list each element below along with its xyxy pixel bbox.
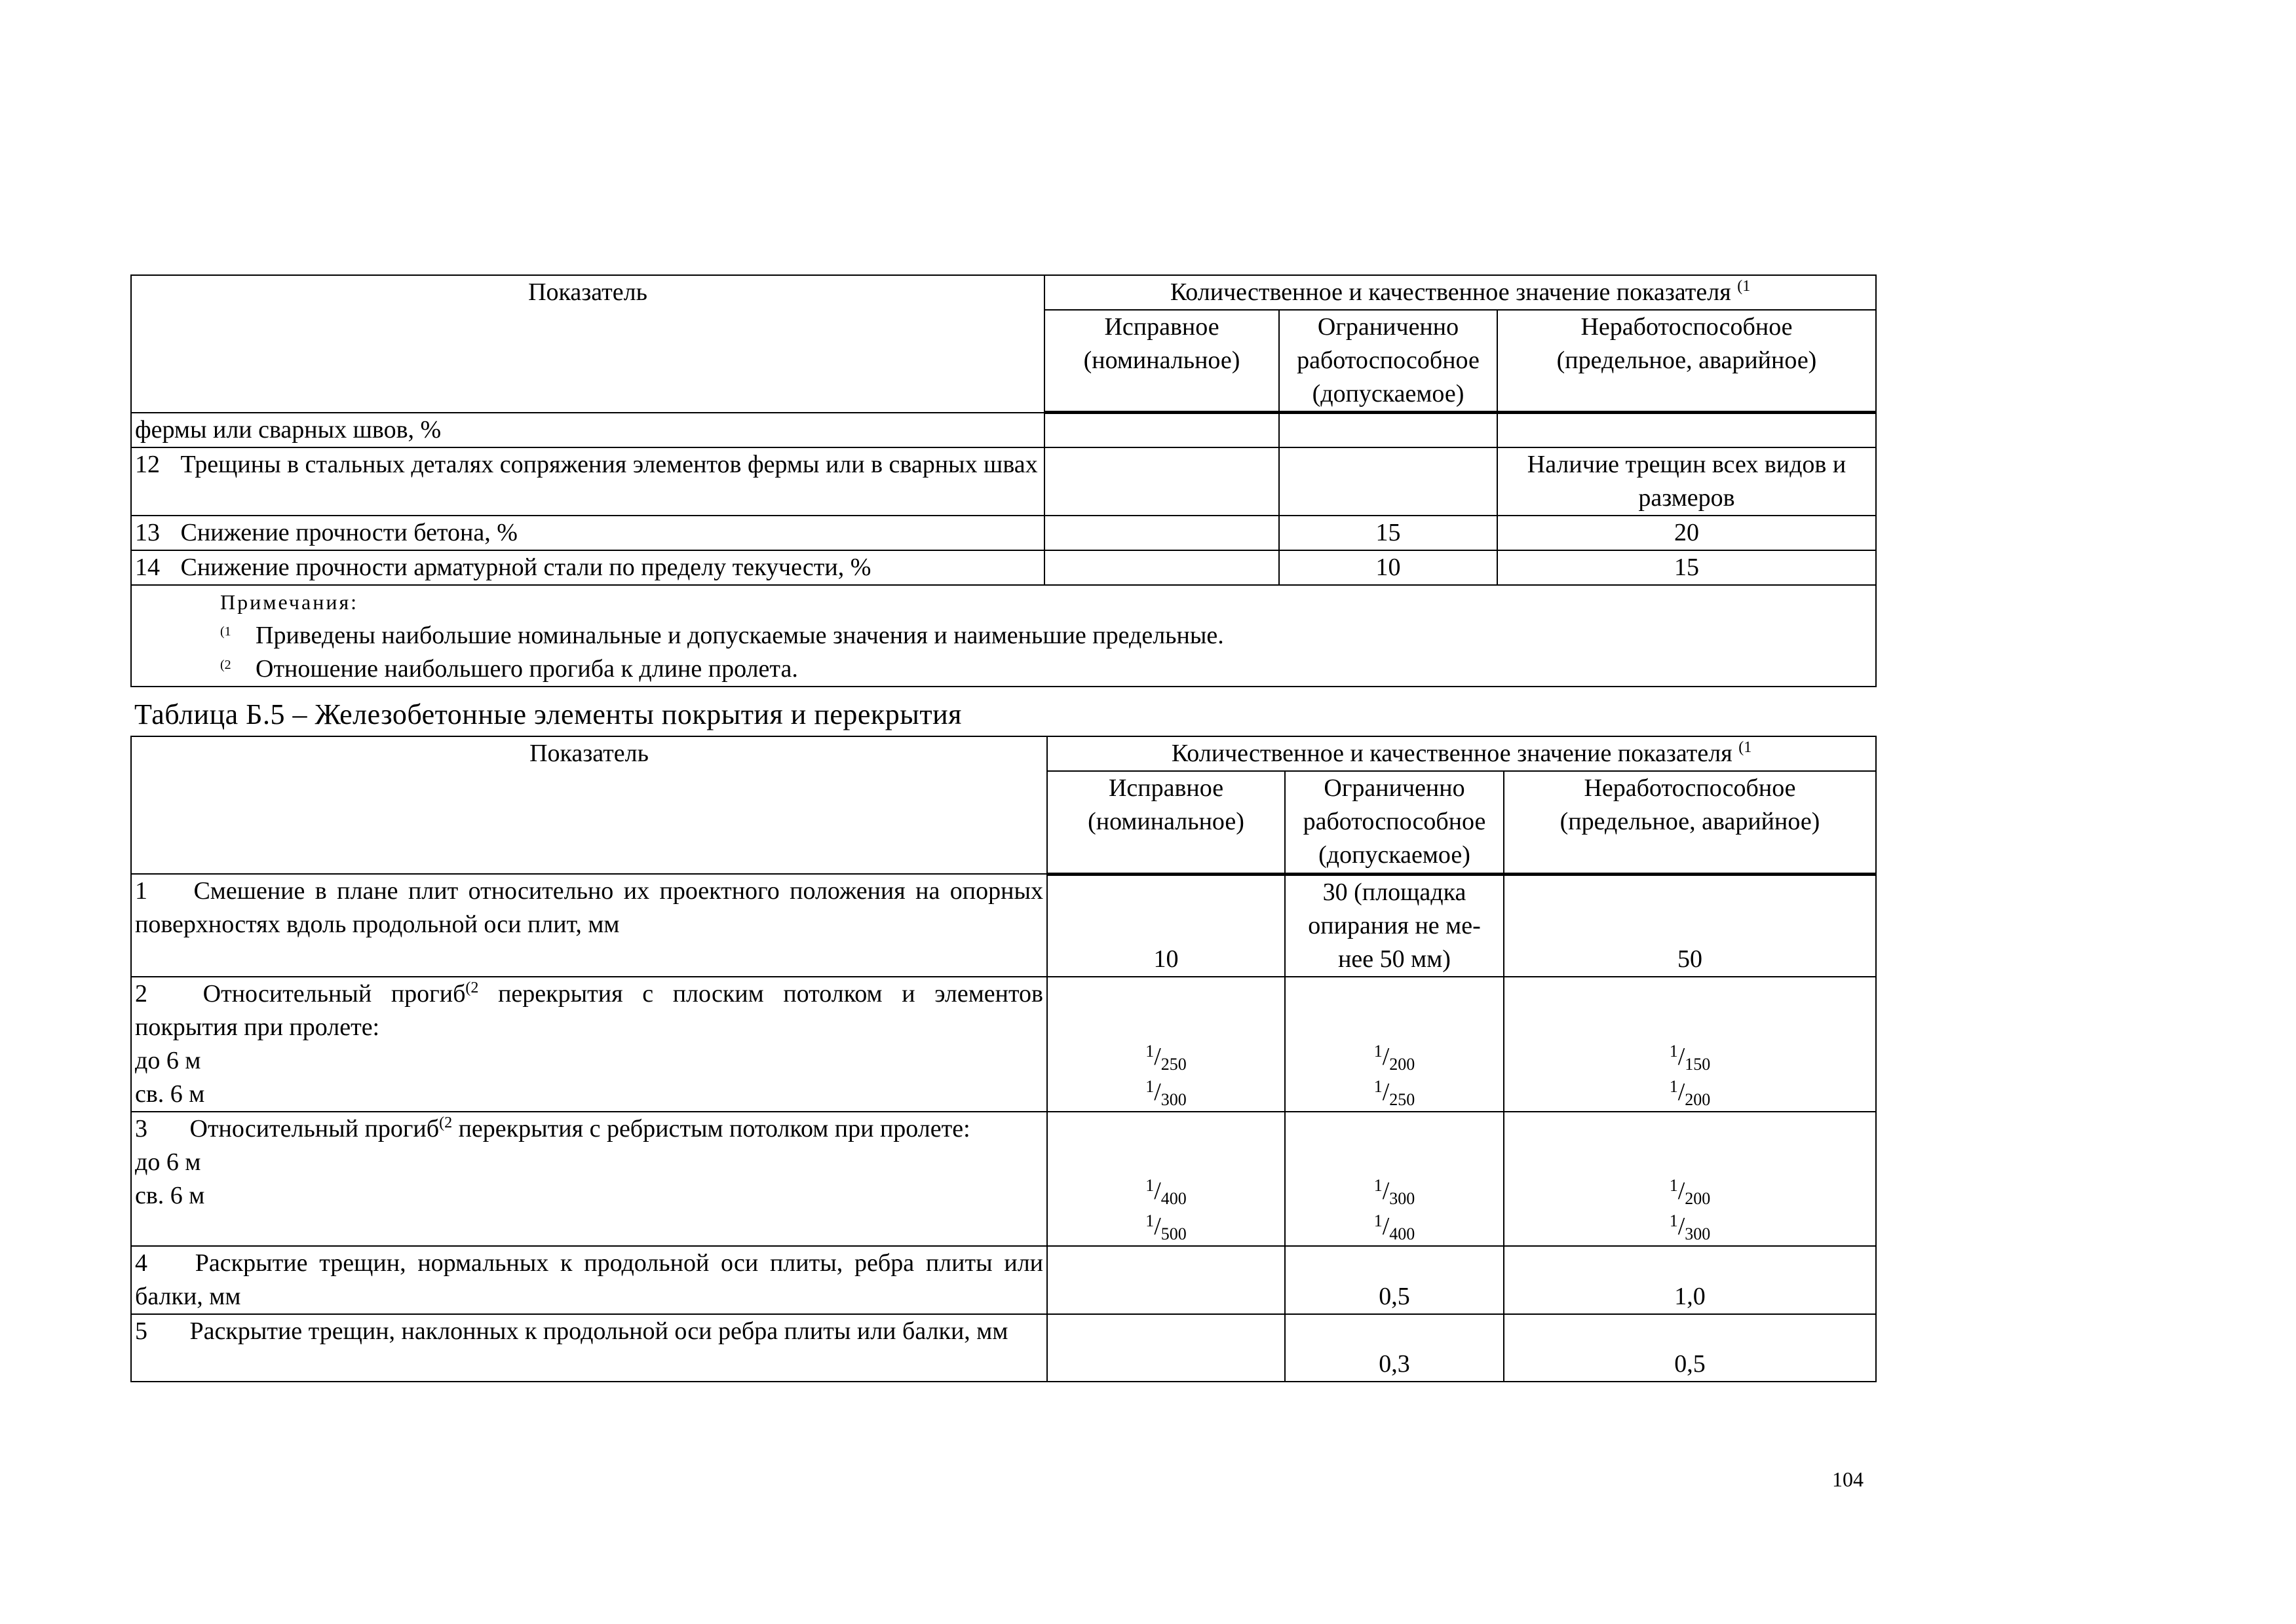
header-failed: Неработоспособное (предельное, аварийное) (1497, 310, 1876, 413)
header-value-group: Количественное и качественное значение показателя $^{(1}$ (1047, 736, 1876, 771)
header-nominal: Исправное (номинальное) (1044, 310, 1279, 413)
row-failed: 20 (1497, 516, 1876, 550)
fraction: $^1/_{200}$ (1669, 1175, 1711, 1208)
note-2: (2 Отношение наибольшего прогиба к длине пролета. (220, 654, 798, 683)
page-number: 104 (1832, 1467, 1864, 1491)
fraction: $^1/_{200}$ (1669, 1076, 1711, 1109)
row-limited: 15 (1279, 516, 1497, 550)
row-text: 2 Относительный прогиб$^{(2}$ перекрытия с плоским потолком и элементов покрытия при пролете: до 6 м св. 6 м (131, 977, 1047, 1112)
header-failed: Неработоспособное (предельное, аварийное) (1504, 771, 1876, 874)
row-limited: 10 (1279, 550, 1497, 585)
row-text: 13 Снижение прочности бетона, % (131, 516, 1044, 550)
table-row (131, 1246, 1876, 1314)
header-indicator: Показатель (131, 736, 1047, 874)
fraction: $^1/_{500}$ (1145, 1211, 1187, 1243)
table-notes (131, 585, 1876, 687)
row-text: 4 Раскрытие трещин, нормальных к продольной оси плиты, ребра плиты или балки, мм (131, 1246, 1047, 1314)
header-value-group: Количественное и качественное значение показателя $^{(1}$ (1044, 275, 1876, 310)
table-row (131, 874, 1876, 977)
header-nominal: Исправное (номинальное) (1047, 771, 1285, 874)
row-nominal (1047, 1112, 1285, 1246)
row-nominal: 10 (1047, 874, 1285, 977)
row-text: 3 Относительный прогиб$^{(2}$ перекрытия с ребристым потолком при пролете: до 6 м св. 6 м (131, 1112, 1047, 1246)
row-limited (1285, 977, 1504, 1112)
row-failed: 15 (1497, 550, 1876, 585)
fraction: $^1/_{300}$ (1373, 1175, 1415, 1208)
notes-title: Примечания: (220, 590, 359, 614)
table-row (131, 1314, 1876, 1382)
fraction: $^1/_{150}$ (1669, 1041, 1711, 1074)
table-row (131, 413, 1876, 447)
header-limited: Ограниченно работоспособное (допускаемое) (1279, 310, 1497, 413)
header-indicator: Показатель (131, 275, 1044, 413)
fraction: $^1/_{300}$ (1669, 1211, 1711, 1243)
header-limited: Ограниченно работоспособное (допускаемое) (1285, 771, 1504, 874)
fraction: $^1/_{400}$ (1373, 1211, 1415, 1243)
fraction: $^1/_{300}$ (1145, 1076, 1187, 1109)
row-limited: 30 (площадка опирания не ме- нее 50 мм) (1285, 874, 1504, 977)
table-row (131, 516, 1876, 550)
table-row (131, 1112, 1876, 1246)
row-failed: Наличие трещин всех видов и размеров (1497, 447, 1876, 516)
row-limited: 0,5 (1285, 1246, 1504, 1314)
fraction: $^1/_{250}$ (1145, 1041, 1187, 1074)
row-text: 12 Трещины в стальных деталях сопряжения элементов фермы или в сварных швах (131, 447, 1044, 516)
fraction: $^1/_{200}$ (1373, 1041, 1415, 1074)
row-failed (1504, 1112, 1876, 1246)
row-failed (1504, 977, 1876, 1112)
row-text: 14 Снижение прочности арматурной стали по пределу текучести, % (131, 550, 1044, 585)
table-row (131, 977, 1876, 1112)
row-failed: 0,5 (1504, 1314, 1876, 1382)
table-caption: Таблица Б.5 – Железобетонные элементы покрытия и перекрытия (134, 698, 962, 730)
fraction: $^1/_{250}$ (1373, 1076, 1415, 1109)
row-limited (1285, 1112, 1504, 1246)
table-row (131, 447, 1876, 516)
note-1: (1 Приведены наибольшие номинальные и допускаемые значения и наименьшие предельные. (220, 621, 1224, 649)
row-limited: 0,3 (1285, 1314, 1504, 1382)
table-b5 (130, 736, 1877, 1382)
row-text: 1 Смешение в плане плит относительно их проектного положения на опорных поверхностях вдоль продольной оси плит, мм (131, 874, 1047, 977)
row-nominal (1047, 977, 1285, 1112)
row-text: фермы или сварных швов, % (131, 413, 1044, 447)
table-continued (130, 274, 1877, 687)
row-failed: 50 (1504, 874, 1876, 977)
fraction: $^1/_{400}$ (1145, 1175, 1187, 1208)
row-text: 5 Раскрытие трещин, наклонных к продольной оси ребра плиты или балки, мм (131, 1314, 1047, 1382)
table-row (131, 550, 1876, 585)
row-failed: 1,0 (1504, 1246, 1876, 1314)
